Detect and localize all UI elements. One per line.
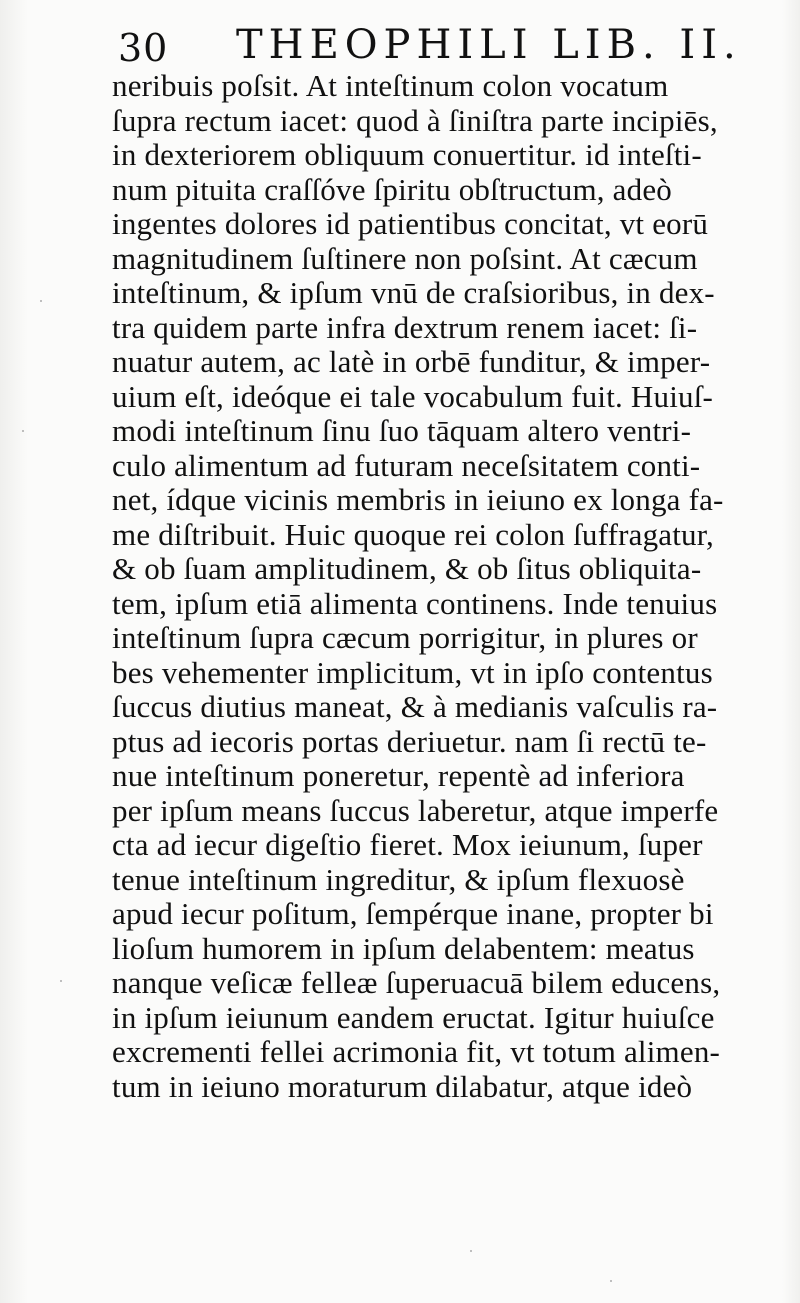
text-line: tem, ipſum etiā alimenta continens. Inde tenuius xyxy=(112,585,718,621)
text-line: tenue inteſtinum ingreditur, & ipſum flexuosè xyxy=(112,861,685,897)
text-line: uium eſt, ideóque ei tale vocabulum fuit. Huiuſ- xyxy=(112,378,714,414)
text-line: ptus ad iecoris portas deriuetur. nam ſi rectū te- xyxy=(112,723,707,759)
text-line: modi inteſtinum ſinu ſuo tāquam altero ventri- xyxy=(112,413,692,448)
text-line: per ipſum means ſuccus laberetur, atque imperfe xyxy=(112,792,719,828)
paper-speck xyxy=(22,430,24,432)
paper-speck xyxy=(610,1280,612,1282)
page-number: 30 xyxy=(118,26,169,70)
text-line: tum in ieiuno moraturum dilabatur, atque ideò xyxy=(112,1068,693,1104)
text-line: bes vehementer implicitum, vt in ipſo contentus xyxy=(112,654,713,690)
text-line: in ipſum ieiunum eandem eructat. Igitur huiuſce xyxy=(112,999,715,1035)
body-text xyxy=(112,69,782,1104)
text-line: nue inteſtinum poneretur, repentè ad inferiora xyxy=(112,758,685,793)
text-line: nuatur autem, ac latè in orbē funditur, & imper- xyxy=(112,344,711,379)
page-left-shadow xyxy=(0,0,28,1303)
text-line: apud iecur poſitum, ſempérque inane, propter bi xyxy=(112,896,714,931)
page-right-shadow xyxy=(782,0,800,1303)
text-line: culo alimentum ad futuram neceſsitatem conti- xyxy=(112,447,701,483)
text-line: neribuis poſsit. At inteſtinum colon vocatum xyxy=(112,68,669,103)
text-line: ſupra rectum iacet: quod à ſiniſtra parte incipiēs, xyxy=(112,102,718,138)
text-line: in dexteriorem obliquum conuertitur. id inteſti- xyxy=(112,137,702,172)
text-line: tra quidem parte infra dextrum renem iacet: ſi- xyxy=(112,309,698,345)
text-line: inteſtinum ſupra cæcum porrigitur, in plures or xyxy=(112,620,698,655)
text-line: excrementi fellei acrimonia fit, vt totum alimen- xyxy=(112,1034,721,1069)
text-line: & ob ſuam amplitudinem, & ob ſitus obliquita- xyxy=(112,551,702,586)
text-line: ſuccus diutius maneat, & à medianis vaſculis ra- xyxy=(112,689,718,724)
paper-speck xyxy=(40,300,42,302)
paper-speck xyxy=(60,980,62,982)
text-line: inteſtinum, & ipſum vnū de craſsioribus, in dex- xyxy=(112,275,715,310)
text-line: me diſtribuit. Huic quoque rei colon ſuffragatur, xyxy=(112,516,714,552)
text-line: nanque veſicæ felleæ ſuperuacuā bilem educens, xyxy=(112,965,721,1000)
paper-speck xyxy=(470,1250,472,1252)
text-line: magnitudinem ſuſtinere non poſsint. At cæcum xyxy=(112,240,698,276)
text-line: num pituita craſſóve ſpiritu obſtructum, adeò xyxy=(112,171,672,207)
text-line: net, ídque vicinis membris in ieiuno ex longa fa- xyxy=(112,482,724,517)
text-line: ingentes dolores id patientibus concitat, vt eorū xyxy=(112,206,709,241)
text-line: cta ad iecur digeſtio fieret. Mox ieiunum, ſuper xyxy=(112,827,703,862)
text-line: lioſum humorem in ipſum delabentem: meatus xyxy=(112,930,695,966)
running-head: THEOPHILI LIB. II. xyxy=(236,22,742,68)
